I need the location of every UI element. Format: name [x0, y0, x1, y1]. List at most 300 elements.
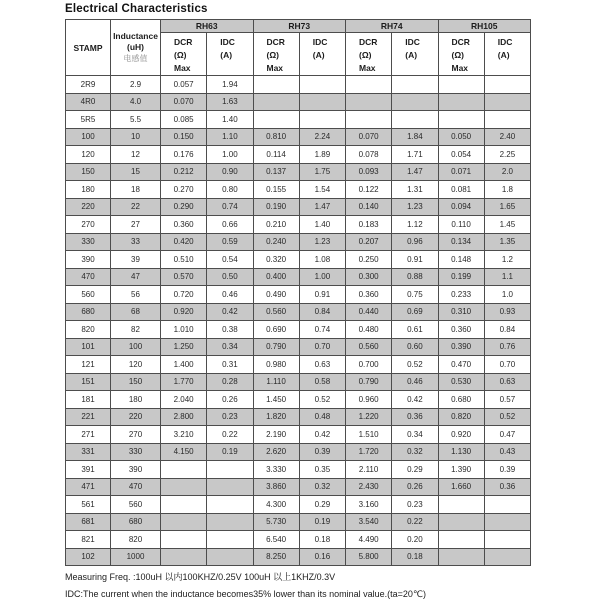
table-row: [66, 111, 531, 129]
rh63-dcr-cell: 0.212: [161, 163, 207, 181]
rh105-idc-cell: 0.63: [484, 373, 530, 391]
dcr-label: DCR: [174, 37, 193, 47]
rh105-idc-cell: [484, 93, 530, 111]
table-row: [66, 496, 531, 514]
rh105-idc-cell: 2.25: [484, 146, 530, 164]
rh74-dcr-cell: 0.070: [346, 128, 392, 146]
stamp-cell: 390: [66, 251, 111, 269]
inductance-cell: 270: [111, 426, 161, 444]
rh74-dcr-cell: 2.110: [346, 461, 392, 479]
rh63-idc-cell: 0.23: [207, 408, 253, 426]
measuring-freq-note: Measuring Freq. :100uH 以内100KHZ/0.25V 100uH 以上1KHZ/0.3V: [65, 572, 336, 582]
rh63-dcr-cell: 1.010: [161, 321, 207, 339]
table-row: [66, 513, 531, 531]
rh74-dcr-cell: 0.480: [346, 321, 392, 339]
stamp-cell: 271: [66, 426, 111, 444]
rh105-idc-cell: 1.8: [484, 181, 530, 199]
rh63-dcr-cell: 1.250: [161, 338, 207, 356]
rh74-idc-cell: 0.42: [392, 391, 438, 409]
rh74-dcr-cell: [346, 76, 392, 94]
stamp-cell: 331: [66, 443, 111, 461]
rh63-dcr-cell: [161, 513, 207, 531]
rh105-dcr-cell: 0.390: [438, 338, 484, 356]
inductance-cell: 560: [111, 496, 161, 514]
table-row: [66, 443, 531, 461]
rh73-idc-cell: 0.70: [299, 338, 345, 356]
rh105-idc-cell: [484, 496, 530, 514]
rh74-idc-cell: 0.23: [392, 496, 438, 514]
table-header: [66, 20, 531, 76]
rh74-dcr-cell: 5.800: [346, 548, 392, 566]
table-row: [66, 286, 531, 304]
rh73-dcr-cell: 0.490: [253, 286, 299, 304]
rh105-idc-cell: 2.40: [484, 128, 530, 146]
rh74-dcr-cell: 1.510: [346, 426, 392, 444]
inductance-cell: 150: [111, 373, 161, 391]
rh63-idc-cell: 1.10: [207, 128, 253, 146]
rh105-dcr-cell: [438, 76, 484, 94]
rh105-idc-cell: 0.52: [484, 408, 530, 426]
rh105-dcr-cell: 0.134: [438, 233, 484, 251]
rh73-idc-cell: 0.18: [299, 531, 345, 549]
rh73-idc-cell: 0.29: [299, 496, 345, 514]
rh63-idc-cell: 0.50: [207, 268, 253, 286]
rh63-dcr-cell: [161, 548, 207, 566]
inductance-cell: 47: [111, 268, 161, 286]
dcr-unit: (Ω): [451, 50, 464, 60]
rh73-idc-cell: 0.63: [299, 356, 345, 374]
stamp-cell: 150: [66, 163, 111, 181]
table-row: [66, 198, 531, 216]
rh73-idc-cell: [299, 93, 345, 111]
dcr-label: DCR: [451, 37, 470, 47]
inductance-cell: 33: [111, 233, 161, 251]
inductance-cell: 22: [111, 198, 161, 216]
rh74-idc-cell: 0.29: [392, 461, 438, 479]
stamp-cell: 470: [66, 268, 111, 286]
table-row: [66, 408, 531, 426]
rh73-idc-cell: 0.48: [299, 408, 345, 426]
inductance-unit: (uH): [127, 42, 144, 52]
rh105-idc-cell: 0.93: [484, 303, 530, 321]
rh63-idc-cell: [207, 513, 253, 531]
rh73-idc-cell: 1.23: [299, 233, 345, 251]
rh105-dcr-cell: 0.530: [438, 373, 484, 391]
rh73-idc-cell: 0.58: [299, 373, 345, 391]
rh105-idc-cell: 1.35: [484, 233, 530, 251]
rh105-idc-cell: 2.0: [484, 163, 530, 181]
col-header-rh105: RH105: [438, 20, 531, 33]
rh105-idc-cell: 1.2: [484, 251, 530, 269]
rh63-idc-cell: 0.38: [207, 321, 253, 339]
idc-unit: (A): [220, 50, 233, 60]
rh105-dcr-cell: 0.233: [438, 286, 484, 304]
table-row: [66, 163, 531, 181]
rh63-dcr-cell: 3.210: [161, 426, 207, 444]
rh74-dcr-cell: [346, 111, 392, 129]
table-row: [66, 128, 531, 146]
rh73-idc-cell: 1.47: [299, 198, 345, 216]
rh73-dcr-cell: 0.210: [253, 216, 299, 234]
inductance-cell: 10: [111, 128, 161, 146]
rh73-dcr-cell: 0.560: [253, 303, 299, 321]
rh74-idc-cell: 0.20: [392, 531, 438, 549]
table-row: [66, 181, 531, 199]
content-area: [65, 3, 535, 600]
rh74-dcr-cell: 0.078: [346, 146, 392, 164]
col-header-rh105-dcr: [438, 33, 484, 76]
rh63-idc-cell: [207, 461, 253, 479]
col-header-rh63-idc: [207, 33, 253, 76]
rh63-idc-cell: 1.63: [207, 93, 253, 111]
rh63-idc-cell: [207, 531, 253, 549]
rh105-idc-cell: [484, 531, 530, 549]
rh63-idc-cell: 0.31: [207, 356, 253, 374]
inductance-cell: 220: [111, 408, 161, 426]
rh73-idc-cell: 0.19: [299, 513, 345, 531]
rh63-idc-cell: 0.54: [207, 251, 253, 269]
rh63-dcr-cell: 1.770: [161, 373, 207, 391]
rh63-dcr-cell: 0.070: [161, 93, 207, 111]
rh73-dcr-cell: 0.190: [253, 198, 299, 216]
rh73-dcr-cell: [253, 111, 299, 129]
rh73-dcr-cell: 0.400: [253, 268, 299, 286]
dcr-max-label: Max: [359, 63, 376, 73]
idc-label: IDC: [312, 37, 328, 47]
inductance-cell: 18: [111, 181, 161, 199]
table-row: [66, 146, 531, 164]
inductance-cell: 680: [111, 513, 161, 531]
inductance-cell: 82: [111, 321, 161, 339]
rh73-dcr-cell: [253, 76, 299, 94]
idc-unit: (A): [497, 50, 510, 60]
rh105-idc-cell: 0.43: [484, 443, 530, 461]
dcr-unit: (Ω): [359, 50, 372, 60]
idc-unit: (A): [312, 50, 325, 60]
table-row: [66, 303, 531, 321]
rh73-dcr-cell: 5.730: [253, 513, 299, 531]
rh73-dcr-cell: 1.110: [253, 373, 299, 391]
idc-label: IDC: [405, 37, 420, 47]
col-header-rh74-dcr: [346, 33, 392, 76]
rh105-idc-cell: 1.0: [484, 286, 530, 304]
rh63-idc-cell: 0.26: [207, 391, 253, 409]
rh63-dcr-cell: [161, 496, 207, 514]
inductance-cell: 820: [111, 531, 161, 549]
col-header-rh63: RH63: [161, 20, 254, 33]
rh74-dcr-cell: 0.960: [346, 391, 392, 409]
rh105-dcr-cell: 0.920: [438, 426, 484, 444]
rh74-dcr-cell: 0.360: [346, 286, 392, 304]
rh63-idc-cell: 0.34: [207, 338, 253, 356]
rh63-idc-cell: 0.42: [207, 303, 253, 321]
rh63-dcr-cell: 0.510: [161, 251, 207, 269]
idc-definition-note: IDC:The current when the inductance becomes35% lower than its nominal value.(ta=20℃): [65, 589, 427, 599]
stamp-cell: 120: [66, 146, 111, 164]
rh105-dcr-cell: [438, 513, 484, 531]
rh73-dcr-cell: 3.860: [253, 478, 299, 496]
stamp-cell: 821: [66, 531, 111, 549]
rh63-dcr-cell: 0.570: [161, 268, 207, 286]
dcr-unit: (Ω): [266, 50, 279, 60]
rh74-idc-cell: 0.91: [392, 251, 438, 269]
rh105-dcr-cell: 1.390: [438, 461, 484, 479]
rh74-idc-cell: 0.34: [392, 426, 438, 444]
rh73-idc-cell: 0.52: [299, 391, 345, 409]
rh63-dcr-cell: 4.150: [161, 443, 207, 461]
stamp-cell: 270: [66, 216, 111, 234]
rh105-idc-cell: 0.57: [484, 391, 530, 409]
rh63-idc-cell: 0.28: [207, 373, 253, 391]
rh73-idc-cell: 1.40: [299, 216, 345, 234]
rh63-dcr-cell: 0.150: [161, 128, 207, 146]
inductance-cell: 15: [111, 163, 161, 181]
electrical-characteristics-table: [65, 19, 531, 566]
rh74-dcr-cell: 0.122: [346, 181, 392, 199]
rh74-dcr-cell: 0.183: [346, 216, 392, 234]
rh105-dcr-cell: [438, 531, 484, 549]
table-row: [66, 338, 531, 356]
rh73-dcr-cell: 8.250: [253, 548, 299, 566]
table-row: [66, 373, 531, 391]
inductance-cell: 27: [111, 216, 161, 234]
table-row: [66, 478, 531, 496]
rh63-idc-cell: [207, 548, 253, 566]
col-header-rh73: RH73: [253, 20, 346, 33]
rh74-dcr-cell: 1.720: [346, 443, 392, 461]
inductance-cell: 56: [111, 286, 161, 304]
rh73-dcr-cell: 0.240: [253, 233, 299, 251]
stamp-cell: 5R5: [66, 111, 111, 129]
rh74-idc-cell: 0.22: [392, 513, 438, 531]
rh73-dcr-cell: 0.320: [253, 251, 299, 269]
stamp-cell: 151: [66, 373, 111, 391]
col-header-rh63-dcr: [161, 33, 207, 76]
rh105-idc-cell: 0.70: [484, 356, 530, 374]
rh63-dcr-cell: 0.270: [161, 181, 207, 199]
rh63-idc-cell: 0.19: [207, 443, 253, 461]
rh73-dcr-cell: 1.820: [253, 408, 299, 426]
dcr-unit: (Ω): [174, 50, 187, 60]
idc-label: IDC: [220, 37, 235, 47]
rh105-idc-cell: [484, 76, 530, 94]
stamp-cell: 471: [66, 478, 111, 496]
rh74-idc-cell: 1.84: [392, 128, 438, 146]
rh105-dcr-cell: 0.470: [438, 356, 484, 374]
rh63-idc-cell: 0.66: [207, 216, 253, 234]
dcr-max-label: Max: [174, 63, 191, 73]
series-header-row: [66, 20, 531, 33]
rh74-idc-cell: 0.60: [392, 338, 438, 356]
rh74-idc-cell: [392, 76, 438, 94]
table-row: [66, 216, 531, 234]
rh105-dcr-cell: 0.110: [438, 216, 484, 234]
rh63-idc-cell: [207, 496, 253, 514]
rh63-dcr-cell: 1.400: [161, 356, 207, 374]
rh74-idc-cell: 1.31: [392, 181, 438, 199]
col-header-rh105-idc: [484, 33, 530, 76]
stamp-cell: 121: [66, 356, 111, 374]
inductance-cell: 2.9: [111, 76, 161, 94]
rh74-idc-cell: 0.61: [392, 321, 438, 339]
rh105-dcr-cell: 0.050: [438, 128, 484, 146]
rh74-dcr-cell: 0.093: [346, 163, 392, 181]
table-row: [66, 356, 531, 374]
table-row: [66, 461, 531, 479]
rh63-idc-cell: 0.74: [207, 198, 253, 216]
rh105-dcr-cell: 0.094: [438, 198, 484, 216]
rh74-dcr-cell: 0.560: [346, 338, 392, 356]
stamp-cell: 330: [66, 233, 111, 251]
rh74-idc-cell: 0.46: [392, 373, 438, 391]
rh74-idc-cell: 1.47: [392, 163, 438, 181]
inductance-cell: 100: [111, 338, 161, 356]
inductance-cell: 470: [111, 478, 161, 496]
rh105-dcr-cell: 0.360: [438, 321, 484, 339]
rh63-idc-cell: [207, 478, 253, 496]
rh63-dcr-cell: [161, 531, 207, 549]
col-header-rh73-dcr: [253, 33, 299, 76]
dcr-max-label: Max: [266, 63, 284, 73]
rh73-idc-cell: 0.32: [299, 478, 345, 496]
rh105-dcr-cell: 0.310: [438, 303, 484, 321]
rh105-dcr-cell: 1.660: [438, 478, 484, 496]
inductance-label: Inductance: [113, 31, 158, 41]
stamp-cell: 391: [66, 461, 111, 479]
rh73-dcr-cell: [253, 93, 299, 111]
rh63-dcr-cell: 0.057: [161, 76, 207, 94]
col-header-rh74-idc: [392, 33, 438, 76]
rh73-dcr-cell: 0.790: [253, 338, 299, 356]
inductance-cell: 39: [111, 251, 161, 269]
rh63-dcr-cell: 0.720: [161, 286, 207, 304]
rh63-dcr-cell: 0.920: [161, 303, 207, 321]
rh74-dcr-cell: 0.790: [346, 373, 392, 391]
col-header-rh74: RH74: [346, 20, 439, 33]
rh74-idc-cell: 0.88: [392, 268, 438, 286]
rh73-idc-cell: 0.74: [299, 321, 345, 339]
rh73-dcr-cell: 0.980: [253, 356, 299, 374]
rh73-idc-cell: 0.39: [299, 443, 345, 461]
rh105-dcr-cell: [438, 496, 484, 514]
rh105-dcr-cell: 0.148: [438, 251, 484, 269]
rh105-idc-cell: 0.47: [484, 426, 530, 444]
rh73-idc-cell: 0.42: [299, 426, 345, 444]
rh74-dcr-cell: 1.220: [346, 408, 392, 426]
rh63-idc-cell: 0.80: [207, 181, 253, 199]
rh74-idc-cell: [392, 93, 438, 111]
rh74-dcr-cell: 3.540: [346, 513, 392, 531]
table-row: [66, 531, 531, 549]
table-row: [66, 93, 531, 111]
rh105-dcr-cell: 0.071: [438, 163, 484, 181]
inductance-cell: 180: [111, 391, 161, 409]
rh105-idc-cell: 0.76: [484, 338, 530, 356]
inductance-cell: 5.5: [111, 111, 161, 129]
rh63-idc-cell: 0.46: [207, 286, 253, 304]
rh73-dcr-cell: 0.810: [253, 128, 299, 146]
rh105-idc-cell: 0.36: [484, 478, 530, 496]
rh63-dcr-cell: 0.176: [161, 146, 207, 164]
rh105-idc-cell: 1.1: [484, 268, 530, 286]
stamp-cell: 560: [66, 286, 111, 304]
idc-label: IDC: [497, 37, 513, 47]
rh105-idc-cell: 0.84: [484, 321, 530, 339]
inductance-cell: 330: [111, 443, 161, 461]
rh63-dcr-cell: 2.800: [161, 408, 207, 426]
rh105-idc-cell: [484, 548, 530, 566]
stamp-cell: 681: [66, 513, 111, 531]
inductance-label-cn: 电感值: [123, 54, 148, 63]
rh63-dcr-cell: 0.290: [161, 198, 207, 216]
rh73-idc-cell: 1.54: [299, 181, 345, 199]
rh74-dcr-cell: 2.430: [346, 478, 392, 496]
rh74-dcr-cell: 0.700: [346, 356, 392, 374]
dcr-max-label: Max: [451, 63, 469, 73]
rh73-idc-cell: 0.16: [299, 548, 345, 566]
rh73-dcr-cell: 6.540: [253, 531, 299, 549]
inductance-cell: 4.0: [111, 93, 161, 111]
stamp-cell: 102: [66, 548, 111, 566]
rh73-idc-cell: 0.91: [299, 286, 345, 304]
rh74-idc-cell: 0.32: [392, 443, 438, 461]
stamp-cell: 221: [66, 408, 111, 426]
rh63-dcr-cell: 2.040: [161, 391, 207, 409]
dcr-label: DCR: [266, 37, 285, 47]
col-header-inductance: [111, 20, 161, 76]
rh63-idc-cell: 1.94: [207, 76, 253, 94]
rh73-dcr-cell: 0.114: [253, 146, 299, 164]
col-header-stamp: STAMP: [66, 20, 111, 76]
dcr-label: DCR: [359, 37, 378, 47]
rh63-dcr-cell: 0.360: [161, 216, 207, 234]
rh74-dcr-cell: 0.250: [346, 251, 392, 269]
rh105-dcr-cell: 0.199: [438, 268, 484, 286]
stamp-cell: 561: [66, 496, 111, 514]
rh74-idc-cell: [392, 111, 438, 129]
stamp-cell: 180: [66, 181, 111, 199]
rh73-idc-cell: 0.35: [299, 461, 345, 479]
rh74-idc-cell: 0.69: [392, 303, 438, 321]
inductance-cell: 120: [111, 356, 161, 374]
rh73-dcr-cell: 0.690: [253, 321, 299, 339]
rh73-dcr-cell: 3.330: [253, 461, 299, 479]
stamp-cell: 100: [66, 128, 111, 146]
table-row: [66, 548, 531, 566]
table-row: [66, 426, 531, 444]
stamp-cell: 220: [66, 198, 111, 216]
table-row: [66, 251, 531, 269]
rh74-idc-cell: 0.52: [392, 356, 438, 374]
stamp-cell: 4R0: [66, 93, 111, 111]
rh105-idc-cell: 0.39: [484, 461, 530, 479]
rh73-idc-cell: [299, 76, 345, 94]
rh73-dcr-cell: 4.300: [253, 496, 299, 514]
rh63-idc-cell: 0.59: [207, 233, 253, 251]
rh73-idc-cell: 1.08: [299, 251, 345, 269]
table-row: [66, 321, 531, 339]
rh105-dcr-cell: 0.081: [438, 181, 484, 199]
rh74-dcr-cell: 0.140: [346, 198, 392, 216]
rh73-idc-cell: 1.89: [299, 146, 345, 164]
rh63-idc-cell: 0.90: [207, 163, 253, 181]
col-header-rh73-idc: [299, 33, 345, 76]
stamp-cell: 2R9: [66, 76, 111, 94]
rh105-idc-cell: [484, 513, 530, 531]
rh74-idc-cell: 0.36: [392, 408, 438, 426]
rh74-idc-cell: 0.26: [392, 478, 438, 496]
rh63-idc-cell: 1.00: [207, 146, 253, 164]
